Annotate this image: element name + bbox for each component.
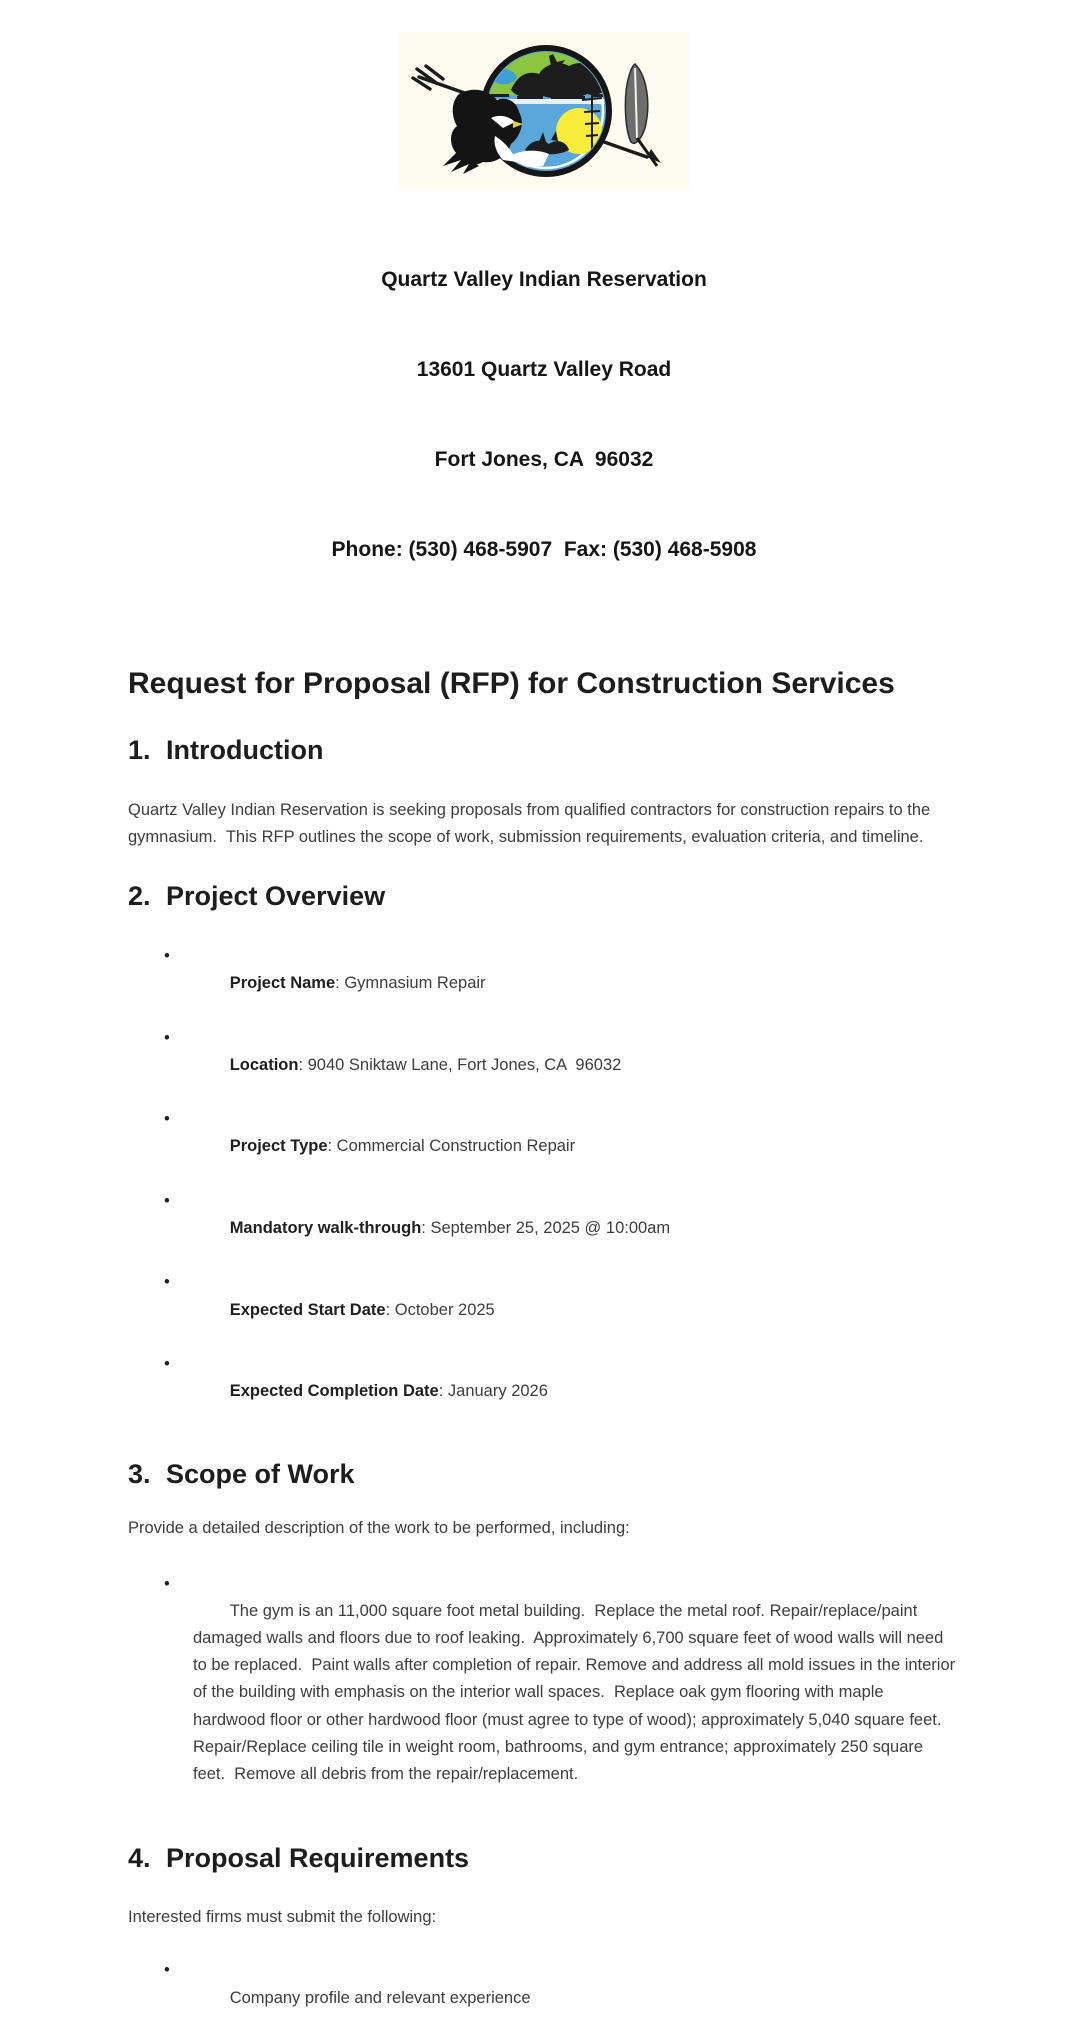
section-4-heading xyxy=(128,1839,958,1877)
logo-band xyxy=(0,0,1088,195)
org-name: Quartz Valley Indian Reservation xyxy=(381,268,707,291)
section-4-title: Proposal Requirements xyxy=(166,1843,470,1874)
bullet-icon: • xyxy=(164,1191,170,1210)
section-2-number: 2. xyxy=(128,881,151,911)
section-3-title: Scope of Work xyxy=(166,1458,355,1489)
item-value: : September 25, 2025 @ 10:00am xyxy=(421,1219,671,1238)
org-phone-fax: Phone: (530) 468-5907 Fax: (530) 468-5908 xyxy=(331,538,757,561)
section-2-heading xyxy=(128,877,958,915)
letterhead xyxy=(0,205,1088,625)
project-overview-list xyxy=(128,943,958,1433)
item-text: The gym is an 11,000 square foot metal building. Replace the metal roof. Repair/replace/paint damaged walls and floors due to roof leaking. Approximately 6,700 square feet of wood walls will need to be replaced. Paint walls after completion of repair. Remove and address all mold issues in the interior of the building with emphasis on the interior wall spaces. Replace oak gym flooring with maple hardwood floor or other hardwood floor (must agree to type of wood); approximately 5,040 square feet. Repair/Replace ceiling tile in weight room, bathrooms, and gym entrance; approximately 250 square feet. Remove all debris from the repair/replacement. xyxy=(193,1601,960,1784)
item-value: : 9040 Sniktaw Lane, Fort Jones, CA 96032 xyxy=(298,1055,622,1074)
section-1-number: 1. xyxy=(128,735,151,765)
item-label: Project Name xyxy=(229,974,336,993)
org-address-line2: Fort Jones, CA 96032 xyxy=(434,448,654,471)
list-item xyxy=(128,943,958,1025)
bullet-icon: • xyxy=(164,1574,170,1593)
introduction-paragraph: Quartz Valley Indian Reservation is seeking proposals from qualified contractors for construction repairs to the gymnasium. This RFP outlines the scope of work, submission requirements, evaluation criteria, and timeline. xyxy=(128,801,935,846)
item-label: Mandatory walk-through xyxy=(229,1219,422,1238)
section-2-title: Project Overview xyxy=(166,881,386,911)
tribal-seal-logo xyxy=(399,32,689,190)
scope-intro-paragraph: Provide a detailed description of the work to be performed, including: xyxy=(128,1518,630,1537)
list-item xyxy=(128,1571,958,1816)
bullet-icon: • xyxy=(164,947,170,965)
section-3-number: 3. xyxy=(128,1458,151,1489)
bullet-icon: • xyxy=(164,1110,170,1129)
list-item xyxy=(128,1025,958,1107)
requirements-intro-paragraph: Interested firms must submit the following: xyxy=(128,1908,437,1927)
list-item xyxy=(128,1106,958,1188)
item-label: Project Type xyxy=(229,1137,328,1156)
section-4-number: 4. xyxy=(128,1843,151,1874)
item-value: : Gymnasium Repair xyxy=(335,974,486,993)
item-value: : January 2026 xyxy=(438,1382,548,1401)
item-label: Expected Completion Date xyxy=(229,1382,439,1401)
bullet-icon: • xyxy=(164,1273,170,1292)
list-item xyxy=(128,1188,958,1270)
bullet-icon: • xyxy=(164,1028,170,1047)
org-address-line1: 13601 Quartz Valley Road xyxy=(416,358,672,381)
item-value: : October 2025 xyxy=(385,1300,495,1319)
list-item xyxy=(128,1957,958,2039)
scope-of-work-list xyxy=(128,1571,958,1816)
item-value: : Commercial Construction Repair xyxy=(327,1137,576,1156)
document-body xyxy=(0,667,1088,2039)
list-item xyxy=(128,1269,958,1351)
item-text: Company profile and relevant experience xyxy=(229,1988,531,2007)
section-1-title: Introduction xyxy=(166,735,324,765)
bullet-icon: • xyxy=(164,1355,170,1374)
section-3-heading xyxy=(128,1455,958,1493)
section-1-heading xyxy=(128,731,958,769)
item-label: Location xyxy=(229,1055,299,1074)
list-item xyxy=(128,1351,958,1433)
proposal-requirements-list xyxy=(128,1957,958,2039)
item-label: Expected Start Date xyxy=(229,1300,386,1319)
document-title: Request for Proposal (RFP) for Construction Services xyxy=(128,667,895,700)
bullet-icon: • xyxy=(164,1961,170,1980)
